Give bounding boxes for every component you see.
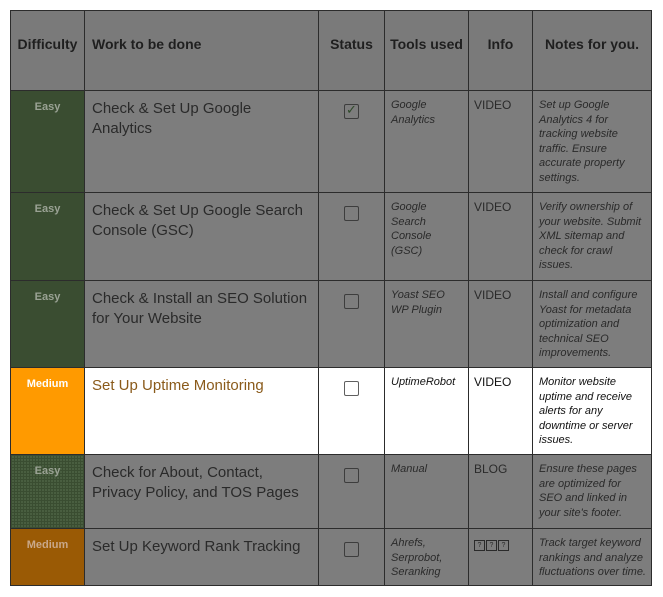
status-cell xyxy=(319,281,385,368)
status-checkbox[interactable] xyxy=(344,381,359,396)
table-row xyxy=(11,529,652,586)
table-row xyxy=(11,368,652,455)
table-row xyxy=(11,455,652,529)
difficulty-badge: Easy xyxy=(11,281,85,368)
tools-cell: UptimeRobot xyxy=(385,368,469,455)
notes-cell: Track target keyword rankings and analyze fluctuations over time. xyxy=(533,529,652,586)
status-checkbox[interactable] xyxy=(344,468,359,483)
status-cell xyxy=(319,529,385,586)
tools-cell: Google Analytics xyxy=(385,91,469,193)
difficulty-badge: Medium xyxy=(11,529,85,586)
difficulty-badge: Easy xyxy=(11,193,85,281)
difficulty-badge: Easy xyxy=(11,91,85,193)
task-title: Check for About, Contact, Privacy Policy, and TOS Pages xyxy=(85,455,319,529)
table-row xyxy=(11,193,652,281)
tools-cell: Ahrefs, Serprobot, Seranking xyxy=(385,529,469,586)
task-title: Set Up Keyword Rank Tracking xyxy=(85,529,319,586)
missing-glyph-icon[interactable]: ? xyxy=(486,540,497,551)
task-table xyxy=(10,10,652,586)
tools-cell: Yoast SEO WP Plugin xyxy=(385,281,469,368)
tools-cell: Google Search Console (GSC) xyxy=(385,193,469,281)
notes-cell: Ensure these pages are optimized for SEO and linked in your site's footer. xyxy=(533,455,652,529)
status-cell xyxy=(319,91,385,193)
table-row xyxy=(11,281,652,368)
difficulty-badge: Easy xyxy=(11,455,85,529)
status-cell xyxy=(319,193,385,281)
seo-checklist xyxy=(10,10,651,587)
info-link[interactable]: VIDEO xyxy=(469,91,533,193)
header-row xyxy=(11,11,652,91)
info-link[interactable]: BLOG xyxy=(469,455,533,529)
task-title: Set Up Uptime Monitoring xyxy=(85,368,319,455)
task-title: Check & Install an SEO Solution for Your Website xyxy=(85,281,319,368)
info-cell xyxy=(469,529,533,586)
status-cell xyxy=(319,455,385,529)
table-row xyxy=(11,91,652,193)
task-title: Check & Set Up Google Search Console (GSC) xyxy=(85,193,319,281)
notes-cell: Monitor website uptime and receive alerts for any downtime or server issues. xyxy=(533,368,652,455)
notes-cell: Verify ownership of your website. Submit XML sitemap and check for crawl issues. xyxy=(533,193,652,281)
info-link[interactable]: VIDEO xyxy=(469,281,533,368)
header-work: Work to be done xyxy=(85,11,319,91)
status-checkbox[interactable] xyxy=(344,104,359,119)
status-cell xyxy=(319,368,385,455)
status-checkbox[interactable] xyxy=(344,206,359,221)
status-checkbox[interactable] xyxy=(344,542,359,557)
tools-cell: Manual xyxy=(385,455,469,529)
header-notes: Notes for you. xyxy=(533,11,652,91)
info-link[interactable]: VIDEO xyxy=(469,193,533,281)
header-status: Status xyxy=(319,11,385,91)
status-checkbox[interactable] xyxy=(344,294,359,309)
header-tools: Tools used xyxy=(385,11,469,91)
header-difficulty: Difficulty xyxy=(11,11,85,91)
header-info: Info xyxy=(469,11,533,91)
task-title: Check & Set Up Google Analytics xyxy=(85,91,319,193)
checkmark-icon: ✓ xyxy=(346,102,357,117)
missing-glyph-icon[interactable]: ? xyxy=(474,540,485,551)
notes-cell: Install and configure Yoast for metadata optimization and technical SEO improvements. xyxy=(533,281,652,368)
notes-cell: Set up Google Analytics 4 for tracking website traffic. Ensure accurate property settings. xyxy=(533,91,652,193)
missing-glyph-icon[interactable]: ? xyxy=(498,540,509,551)
info-link[interactable]: VIDEO xyxy=(469,368,533,455)
difficulty-badge: Medium xyxy=(11,368,85,455)
